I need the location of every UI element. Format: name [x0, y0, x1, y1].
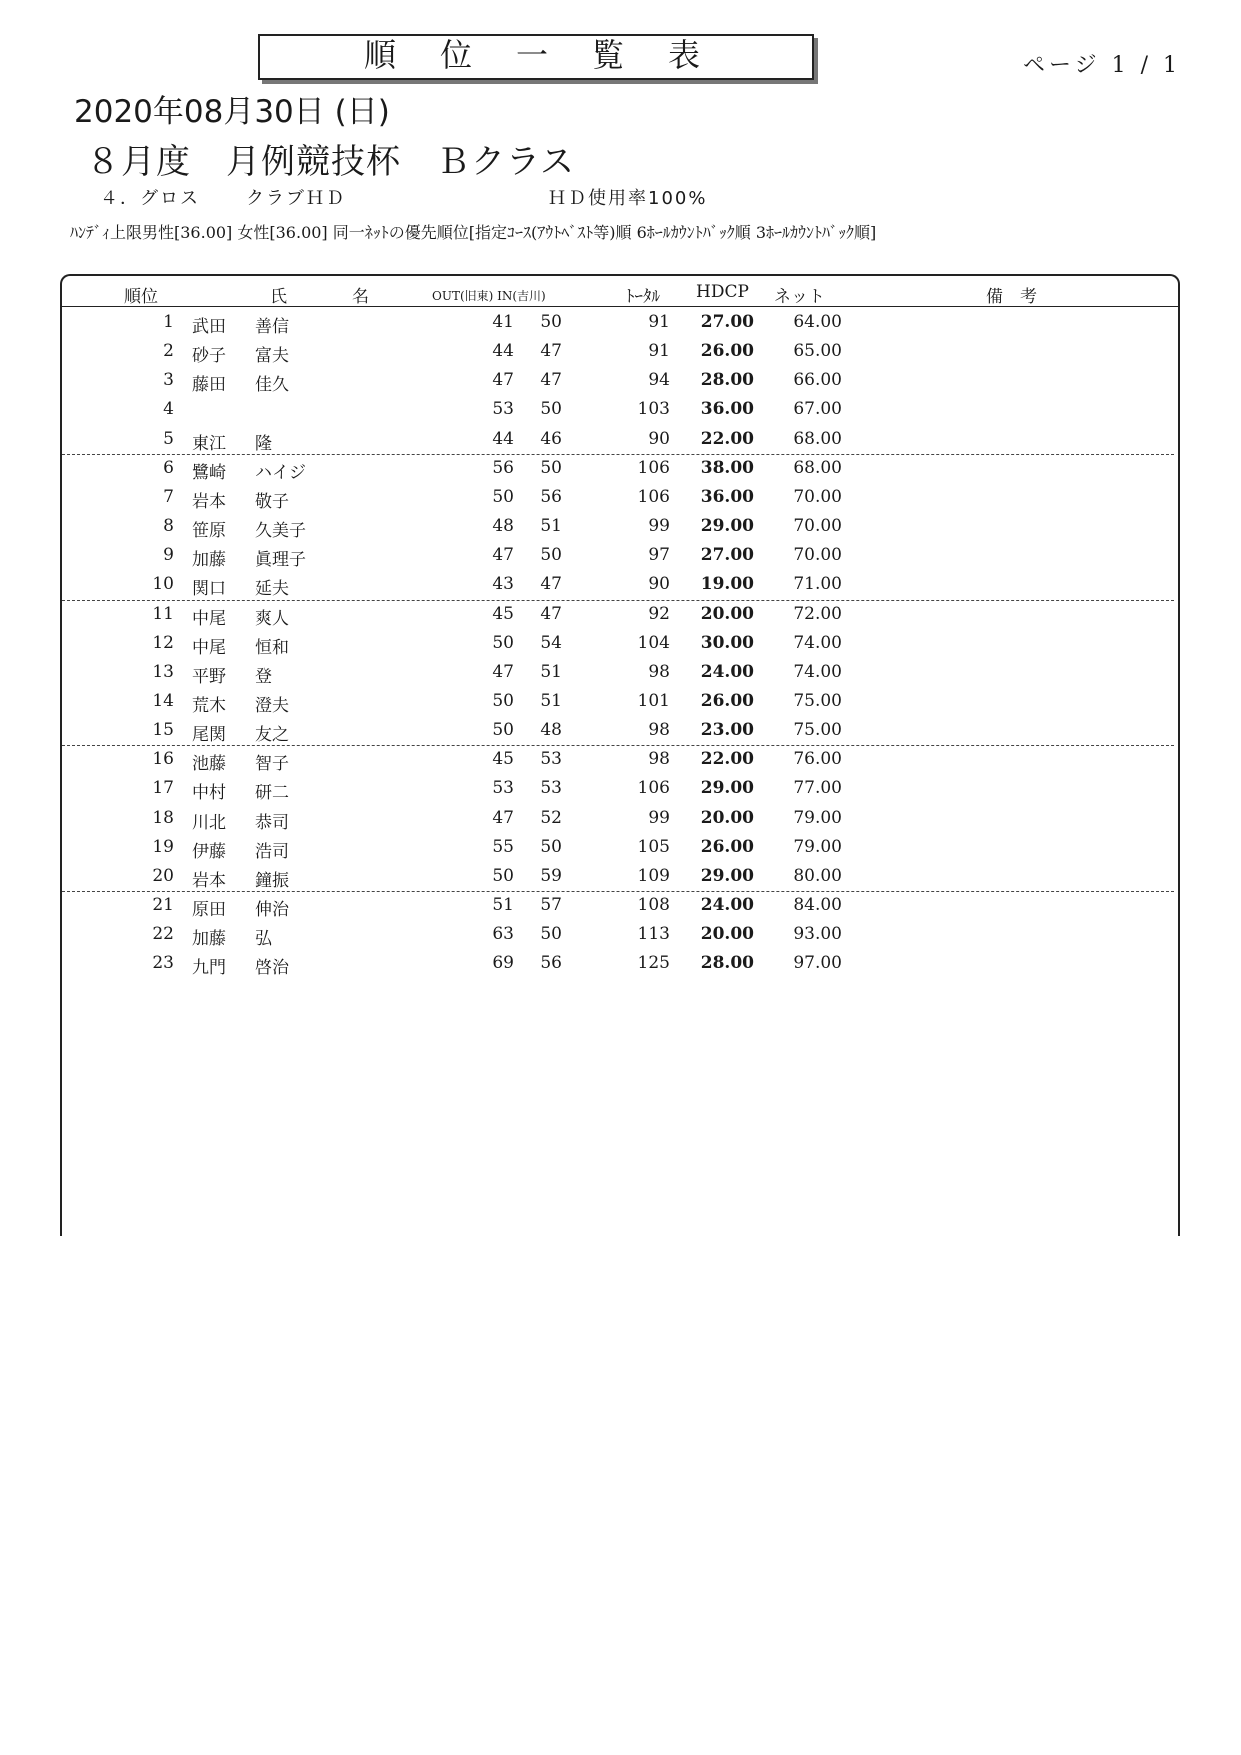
surname-cell: 加藤	[192, 929, 226, 950]
table-row	[62, 512, 1172, 541]
header-hdcp: HDCP	[696, 282, 749, 302]
rank-cell: 13	[152, 661, 174, 682]
total-score-cell: 105	[637, 836, 670, 857]
net-score-cell: 79.00	[793, 836, 842, 857]
table-row	[62, 658, 1172, 687]
in-score-cell: 53	[540, 778, 562, 799]
out-score-cell: 44	[492, 428, 514, 449]
table-row	[62, 541, 1172, 570]
given-name-cell: ハイジ	[255, 462, 306, 483]
out-score-cell: 63	[492, 924, 514, 945]
scoring-method: ４．グロス	[100, 188, 200, 209]
total-score-cell: 125	[637, 953, 670, 974]
surname-cell: 鷺崎	[192, 462, 226, 483]
table-row	[62, 395, 1172, 424]
given-name-cell: 延夫	[255, 579, 289, 600]
surname-cell: 関口	[192, 579, 226, 600]
hdcp-cell: 27.00	[700, 545, 754, 566]
table-row	[62, 716, 1172, 745]
page-title: 順位一覧表	[363, 36, 744, 74]
table-row	[62, 862, 1172, 891]
rank-cell: 1	[163, 312, 174, 332]
total-score-cell: 101	[637, 690, 670, 711]
in-score-cell: 47	[540, 574, 562, 595]
rank-cell: 15	[152, 720, 174, 741]
total-score-cell: 91	[648, 341, 670, 362]
hdcp-cell: 20.00	[700, 924, 754, 945]
hdcp-cell: 36.00	[700, 486, 754, 507]
rank-cell: 11	[152, 603, 174, 624]
out-score-cell: 45	[492, 749, 514, 770]
hdcp-cell: 22.00	[700, 749, 754, 770]
header-rank: 順位	[124, 287, 158, 307]
rank-cell: 19	[152, 836, 174, 857]
rank-cell: 12	[152, 632, 174, 653]
out-score-cell: 47	[492, 807, 514, 828]
table-row	[62, 483, 1172, 512]
total-score-cell: 106	[637, 457, 670, 478]
rank-cell: 14	[152, 690, 174, 711]
hdcp-cell: 29.00	[700, 778, 754, 799]
net-score-cell: 70.00	[793, 516, 842, 537]
net-score-cell: 79.00	[793, 807, 842, 828]
hdcp-cell: 29.00	[700, 865, 754, 886]
event-name: ８月度 月例競技杯 Ｂクラス	[86, 142, 575, 182]
rank-cell: 6	[163, 457, 174, 478]
header-remarks: 備 考	[986, 287, 1037, 307]
in-score-cell: 50	[540, 545, 562, 566]
out-score-cell: 53	[492, 778, 514, 799]
surname-cell: 加藤	[192, 550, 226, 571]
net-score-cell: 74.00	[793, 661, 842, 682]
hdcp-cell: 30.00	[700, 632, 754, 653]
rank-cell: 4	[163, 399, 174, 420]
total-score-cell: 91	[648, 312, 670, 332]
rank-cell: 17	[152, 778, 174, 799]
rank-cell: 2	[163, 341, 174, 362]
net-score-cell: 84.00	[793, 895, 842, 915]
rank-cell: 9	[163, 545, 174, 566]
given-name-cell: 善信	[255, 317, 289, 337]
given-name-cell: 弘	[255, 929, 272, 950]
hdcp-cell: 20.00	[700, 603, 754, 624]
in-score-cell: 57	[540, 895, 562, 915]
net-score-cell: 68.00	[793, 428, 842, 449]
header-total: ﾄｰﾀﾙ	[626, 287, 660, 307]
table-row	[62, 920, 1172, 949]
surname-cell: 九門	[192, 958, 226, 979]
hdcp-cell: 24.00	[700, 661, 754, 682]
in-score-cell: 51	[540, 516, 562, 537]
surname-cell: 藤田	[192, 375, 226, 396]
surname-cell: 中尾	[192, 608, 226, 629]
out-score-cell: 44	[492, 341, 514, 362]
given-name-cell: 恒和	[255, 637, 289, 658]
in-score-cell: 50	[540, 399, 562, 420]
out-score-cell: 48	[492, 516, 514, 537]
out-score-cell: 56	[492, 457, 514, 478]
hdcp-cell: 28.00	[700, 953, 754, 974]
total-score-cell: 106	[637, 486, 670, 507]
header-net: ネット	[774, 287, 825, 307]
surname-cell: 岩本	[192, 491, 226, 512]
table-row	[62, 629, 1172, 658]
table-row	[62, 949, 1172, 978]
total-score-cell: 113	[637, 924, 670, 945]
out-score-cell: 47	[492, 545, 514, 566]
net-score-cell: 97.00	[793, 953, 842, 974]
out-score-cell: 50	[492, 486, 514, 507]
given-name-cell: 恭司	[255, 812, 289, 833]
in-score-cell: 50	[540, 312, 562, 332]
net-score-cell: 68.00	[793, 457, 842, 478]
rank-cell: 18	[152, 807, 174, 828]
table-row	[62, 570, 1172, 599]
out-score-cell: 50	[492, 632, 514, 653]
rank-cell: 8	[163, 516, 174, 537]
net-score-cell: 75.00	[793, 720, 842, 741]
net-score-cell: 66.00	[793, 370, 842, 391]
total-score-cell: 97	[648, 545, 670, 566]
handicap-type: クラブＨＤ	[246, 188, 346, 209]
in-score-cell: 47	[540, 603, 562, 624]
rank-cell: 16	[152, 749, 174, 770]
table-row	[62, 774, 1172, 803]
in-score-cell: 59	[540, 865, 562, 886]
total-score-cell: 98	[648, 720, 670, 741]
given-name-cell: 澄夫	[255, 695, 289, 716]
surname-cell: 岩本	[192, 870, 226, 891]
in-score-cell: 56	[540, 486, 562, 507]
header-name-mei: 名	[352, 287, 369, 307]
total-score-cell: 106	[637, 778, 670, 799]
hdcp-cell: 20.00	[700, 807, 754, 828]
rank-cell: 23	[152, 953, 174, 974]
out-score-cell: 47	[492, 661, 514, 682]
given-name-cell: 研二	[255, 783, 289, 804]
in-score-cell: 53	[540, 749, 562, 770]
total-score-cell: 92	[648, 603, 670, 624]
total-score-cell: 109	[637, 865, 670, 886]
total-score-cell: 99	[648, 807, 670, 828]
net-score-cell: 74.00	[793, 632, 842, 653]
net-score-cell: 93.00	[793, 924, 842, 945]
given-name-cell: 啓治	[255, 958, 289, 979]
given-name-cell: 富夫	[255, 346, 289, 367]
total-score-cell: 98	[648, 749, 670, 770]
rank-cell: 5	[163, 428, 174, 449]
out-score-cell: 69	[492, 953, 514, 974]
given-name-cell: 浩司	[255, 841, 289, 862]
out-score-cell: 41	[492, 312, 514, 332]
net-score-cell: 77.00	[793, 778, 842, 799]
given-name-cell: 佳久	[255, 375, 289, 396]
header-name-sei: 氏	[270, 287, 287, 307]
hdcp-cell: 22.00	[700, 428, 754, 449]
surname-cell: 中村	[192, 783, 226, 804]
surname-cell: 川北	[192, 812, 226, 833]
total-score-cell: 99	[648, 516, 670, 537]
hdcp-cell: 24.00	[700, 895, 754, 915]
total-score-cell: 104	[637, 632, 670, 653]
net-score-cell: 75.00	[793, 690, 842, 711]
surname-cell: 砂子	[192, 346, 226, 367]
hdcp-cell: 23.00	[700, 720, 754, 741]
table-row	[62, 454, 1172, 483]
hd-usage-rate: ＨＤ使用率100%	[548, 188, 708, 209]
surname-cell: 池藤	[192, 754, 226, 775]
given-name-cell: 伸治	[255, 900, 289, 920]
surname-cell: 中尾	[192, 637, 226, 658]
surname-cell: 武田	[192, 317, 226, 337]
given-name-cell: 眞理子	[255, 550, 306, 571]
out-score-cell: 43	[492, 574, 514, 595]
surname-cell: 東江	[192, 433, 226, 454]
net-score-cell: 70.00	[793, 486, 842, 507]
table-row	[62, 687, 1172, 716]
table-row	[62, 745, 1172, 774]
in-score-cell: 47	[540, 341, 562, 362]
net-score-cell: 72.00	[793, 603, 842, 624]
total-score-cell: 98	[648, 661, 670, 682]
net-score-cell: 70.00	[793, 545, 842, 566]
rank-cell: 20	[152, 865, 174, 886]
hdcp-cell: 26.00	[700, 836, 754, 857]
given-name-cell: 智子	[255, 754, 289, 775]
event-date: 2020年08月30日 (日)	[74, 94, 390, 130]
net-score-cell: 64.00	[793, 312, 842, 332]
table-row	[62, 600, 1172, 629]
hdcp-cell: 38.00	[700, 457, 754, 478]
in-score-cell: 52	[540, 807, 562, 828]
table-row	[62, 366, 1172, 395]
table-row	[62, 804, 1172, 833]
in-score-cell: 50	[540, 924, 562, 945]
net-score-cell: 67.00	[793, 399, 842, 420]
in-score-cell: 51	[540, 661, 562, 682]
table-row	[62, 337, 1172, 366]
in-score-cell: 46	[540, 428, 562, 449]
total-score-cell: 108	[637, 895, 670, 915]
surname-cell: 荒木	[192, 695, 226, 716]
out-score-cell: 50	[492, 690, 514, 711]
table-row	[62, 891, 1172, 920]
in-score-cell: 50	[540, 836, 562, 857]
in-score-cell: 50	[540, 457, 562, 478]
hdcp-cell: 19.00	[700, 574, 754, 595]
surname-cell: 尾関	[192, 725, 226, 746]
out-score-cell: 51	[492, 895, 514, 915]
total-score-cell: 103	[637, 399, 670, 420]
net-score-cell: 65.00	[793, 341, 842, 362]
given-name-cell: 友之	[255, 725, 289, 746]
in-score-cell: 51	[540, 690, 562, 711]
given-name-cell: 隆	[255, 433, 272, 454]
total-score-cell: 94	[648, 370, 670, 391]
net-score-cell: 76.00	[793, 749, 842, 770]
table-row	[62, 308, 1172, 337]
given-name-cell: 久美子	[255, 521, 306, 542]
given-name-cell: 爽人	[255, 608, 289, 629]
rank-cell: 10	[152, 574, 174, 595]
in-score-cell: 48	[540, 720, 562, 741]
hdcp-cell: 27.00	[700, 312, 754, 332]
page-number: ページ 1 / 1	[1023, 53, 1181, 78]
in-score-cell: 56	[540, 953, 562, 974]
out-score-cell: 47	[492, 370, 514, 391]
given-name-cell: 鐘振	[255, 870, 289, 891]
header-out-in: OUT(旧東) IN(吉川)	[432, 289, 546, 303]
surname-cell: 平野	[192, 666, 226, 687]
surname-cell: 原田	[192, 900, 226, 920]
handicap-note: ﾊﾝﾃﾞｨ上限男性[36.00] 女性[36.00] 同一ﾈｯﾄの優先順位[指定ｺｰｽ(ｱｳﾄﾍﾞｽﾄ等)順 6ﾎｰﾙｶｳﾝﾄﾊﾞｯｸ順 3ﾎｰﾙｶｳﾝﾄﾊﾞｯｸ順]	[70, 223, 877, 242]
hdcp-cell: 26.00	[700, 690, 754, 711]
rank-cell: 3	[163, 370, 174, 391]
given-name-cell: 敬子	[255, 491, 289, 512]
out-score-cell: 53	[492, 399, 514, 420]
surname-cell: 笹原	[192, 521, 226, 542]
hdcp-cell: 36.00	[700, 399, 754, 420]
rank-cell: 7	[163, 486, 174, 507]
total-score-cell: 90	[648, 574, 670, 595]
out-score-cell: 50	[492, 720, 514, 741]
rank-cell: 21	[152, 895, 174, 915]
hdcp-cell: 26.00	[700, 341, 754, 362]
hdcp-cell: 29.00	[700, 516, 754, 537]
in-score-cell: 47	[540, 370, 562, 391]
surname-cell: 伊藤	[192, 841, 226, 862]
in-score-cell: 54	[540, 632, 562, 653]
table-row	[62, 833, 1172, 862]
out-score-cell: 55	[492, 836, 514, 857]
total-score-cell: 90	[648, 428, 670, 449]
table-row	[62, 425, 1172, 454]
out-score-cell: 45	[492, 603, 514, 624]
given-name-cell: 登	[255, 666, 272, 687]
rank-cell: 22	[152, 924, 174, 945]
net-score-cell: 80.00	[793, 865, 842, 886]
hdcp-cell: 28.00	[700, 370, 754, 391]
out-score-cell: 50	[492, 865, 514, 886]
net-score-cell: 71.00	[793, 574, 842, 595]
